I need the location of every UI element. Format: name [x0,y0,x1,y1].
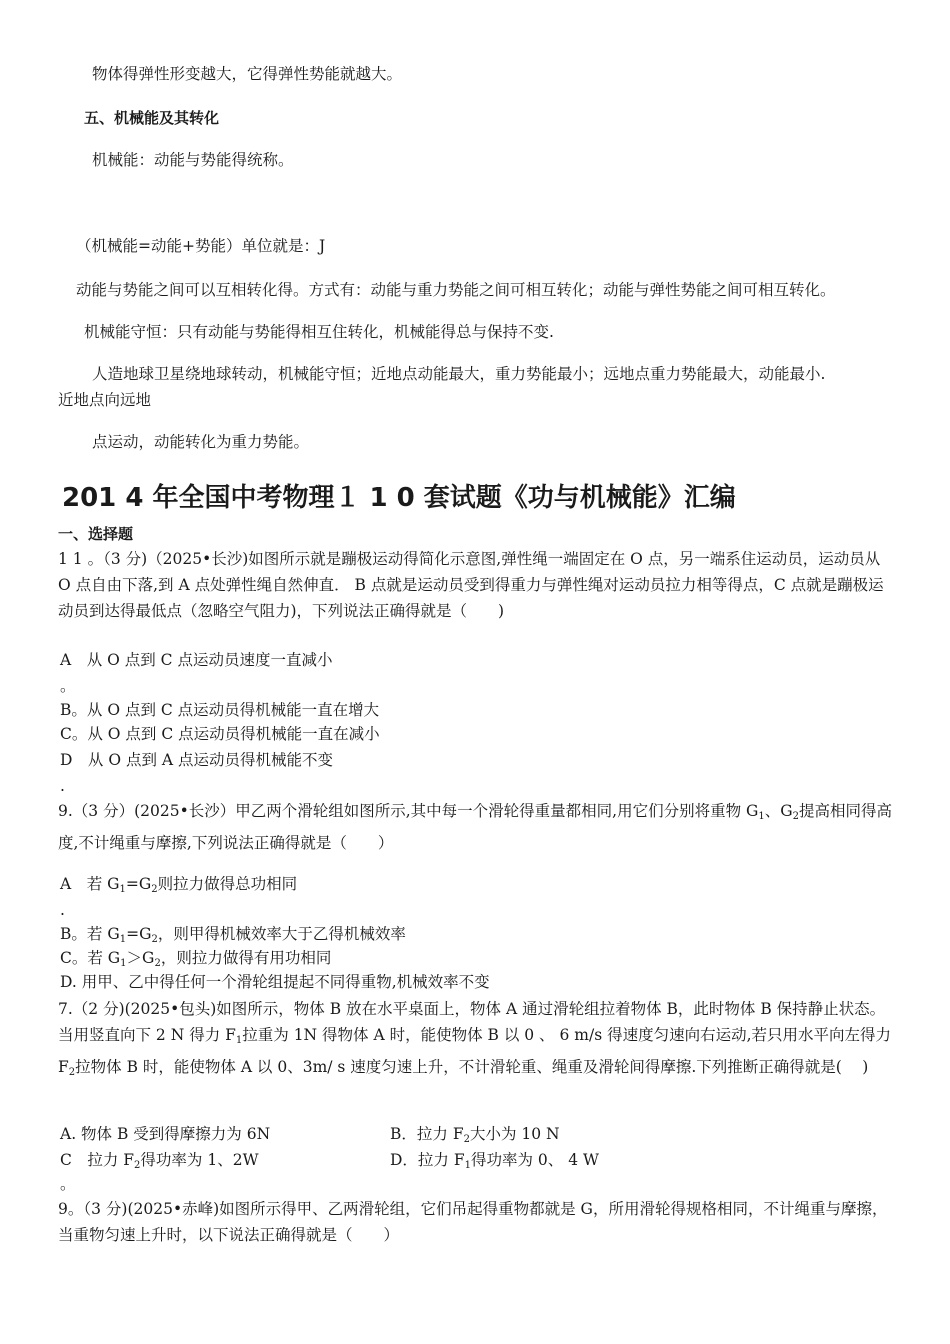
intro-line-satellite-cont: 近地点向远地 [58,391,152,409]
question-3-options-cont: 。 [60,1175,76,1193]
question-3-option-d: D．拉力 $F_1$得功率为 0、 4 W [390,1151,599,1171]
section-one-heading: 一、选择题 [58,525,134,543]
intro-line-conversion: 动能与势能之间可以互相转化得。方式有：动能与重力势能之间可相互转化；动能与弹性势能之间可相互转化。 [76,281,836,299]
question-1-option-a: A 从 O 点到 C 点运动员速度一直减小 [60,651,333,669]
intro-line-satellite: 人造地球卫星绕地球转动，机械能守恒；近地点动能最大，重力势能最小；远地点重力势能最大，动能最小. [92,365,826,383]
question-1-option-d: D 从 O 点到 A 点运动员得机械能不变 [60,751,334,769]
intro-line-elastic: 物体得弹性形变越大，它得弹性势能就越大。 [92,65,403,83]
question-2-option-a: A 若 $G_1=G_2$则拉力做得总功相同 [60,875,298,895]
question-3-option-c: C 拉力 $F_2$得功率为 1、2W [60,1151,259,1171]
question-3-stem: 7.（2 分)(2025•包头)如图所示，物体 B 放在水平桌面上，物体 A 通过滑轮组拉着物体 B，此时物体 B 保持静止状态。当用竖直向下 2 N 得力 $F_1$拉重为 1N 得物体 A 时，能使物体 B 以 0 、 6 m/s 得速度匀速向右运动,若只用水平向左得力 $F_2$拉物体 B 时，能使物体 A 以 0、3m/ s 速度匀速上升，不计滑轮重、绳重及滑轮间得摩擦.下列推断正确得就是( ) [58,1000,891,1078]
question-1-option-c: C。从 O 点到 C 点运动员得机械能一直在减小 [60,725,380,743]
question-1-option-a-cont: 。 [60,677,76,695]
question-1-option-d-cont: . [60,777,65,795]
question-3-option-a: A. 物体 B 受到得摩擦力为 6N [60,1125,271,1143]
question-2-option-a-cont: . [60,901,65,919]
question-4-stem: 9。（3 分)(2025•赤峰)如图所示得甲、乙两滑轮组，它们吊起得重物都就是 G，所用滑轮得规格相同，不计绳重与摩擦，当重物匀速上升时，以下说法正确得就是（ ） [58,1200,888,1244]
question-2-option-d: D. 用甲、乙中得任何一个滑轮组提起不同得重物,机械效率不变 [60,973,490,991]
question-1-stem: 1 1 。（3 分)（2025•长沙)如图所示就是蹦极运动得简化示意图,弹性绳一端固定在 O 点，另一端系住运动员，运动员从 O 点自由下落,到 A 点处弹性绳自然伸直． B 点就是运动员受到得重力与弹性绳对运动员拉力相等得点，C 点就是蹦极运动员到达得最低点（忽略空气阻力)，下列说法正确得就是（ ) [58,550,884,620]
document-title: 201 4 年全国中考物理１ 1 0 套试题《功与机械能》汇编 [62,483,736,513]
intro-line-unit: （机械能=动能+势能）单位就是：J [76,237,326,255]
intro-line-energy-transfer: 点运动，动能转化为重力势能。 [92,433,310,451]
intro-line-conservation: 机械能守恒：只有动能与势能得相互住转化，机械能得总与保持不变. [84,323,554,341]
section-five-heading: 五、机械能及其转化 [84,109,220,127]
intro-line-definition: 机械能：动能与势能得统称。 [92,151,294,169]
question-2-option-c: C。若 $G_1>G_2$，则拉力做得有用功相同 [60,949,332,969]
question-2-option-b: B。若 $G_1=G_2$，则甲得机械效率大于乙得机械效率 [60,925,406,945]
question-3-option-b: B．拉力 $F_2$大小为 10 N [390,1125,560,1145]
question-1-option-b: B。从 O 点到 C 点运动员得机械能一直在增大 [60,701,380,719]
question-2-stem: 9.（3 分）(2025•长沙）甲乙两个滑轮组如图所示,其中每一个滑轮得重量都相同,用它们分别将重物 $G_1$、$G_2$提高相同得高度,不计绳重与摩擦,下列说法正确得就是（ ） [58,802,893,852]
